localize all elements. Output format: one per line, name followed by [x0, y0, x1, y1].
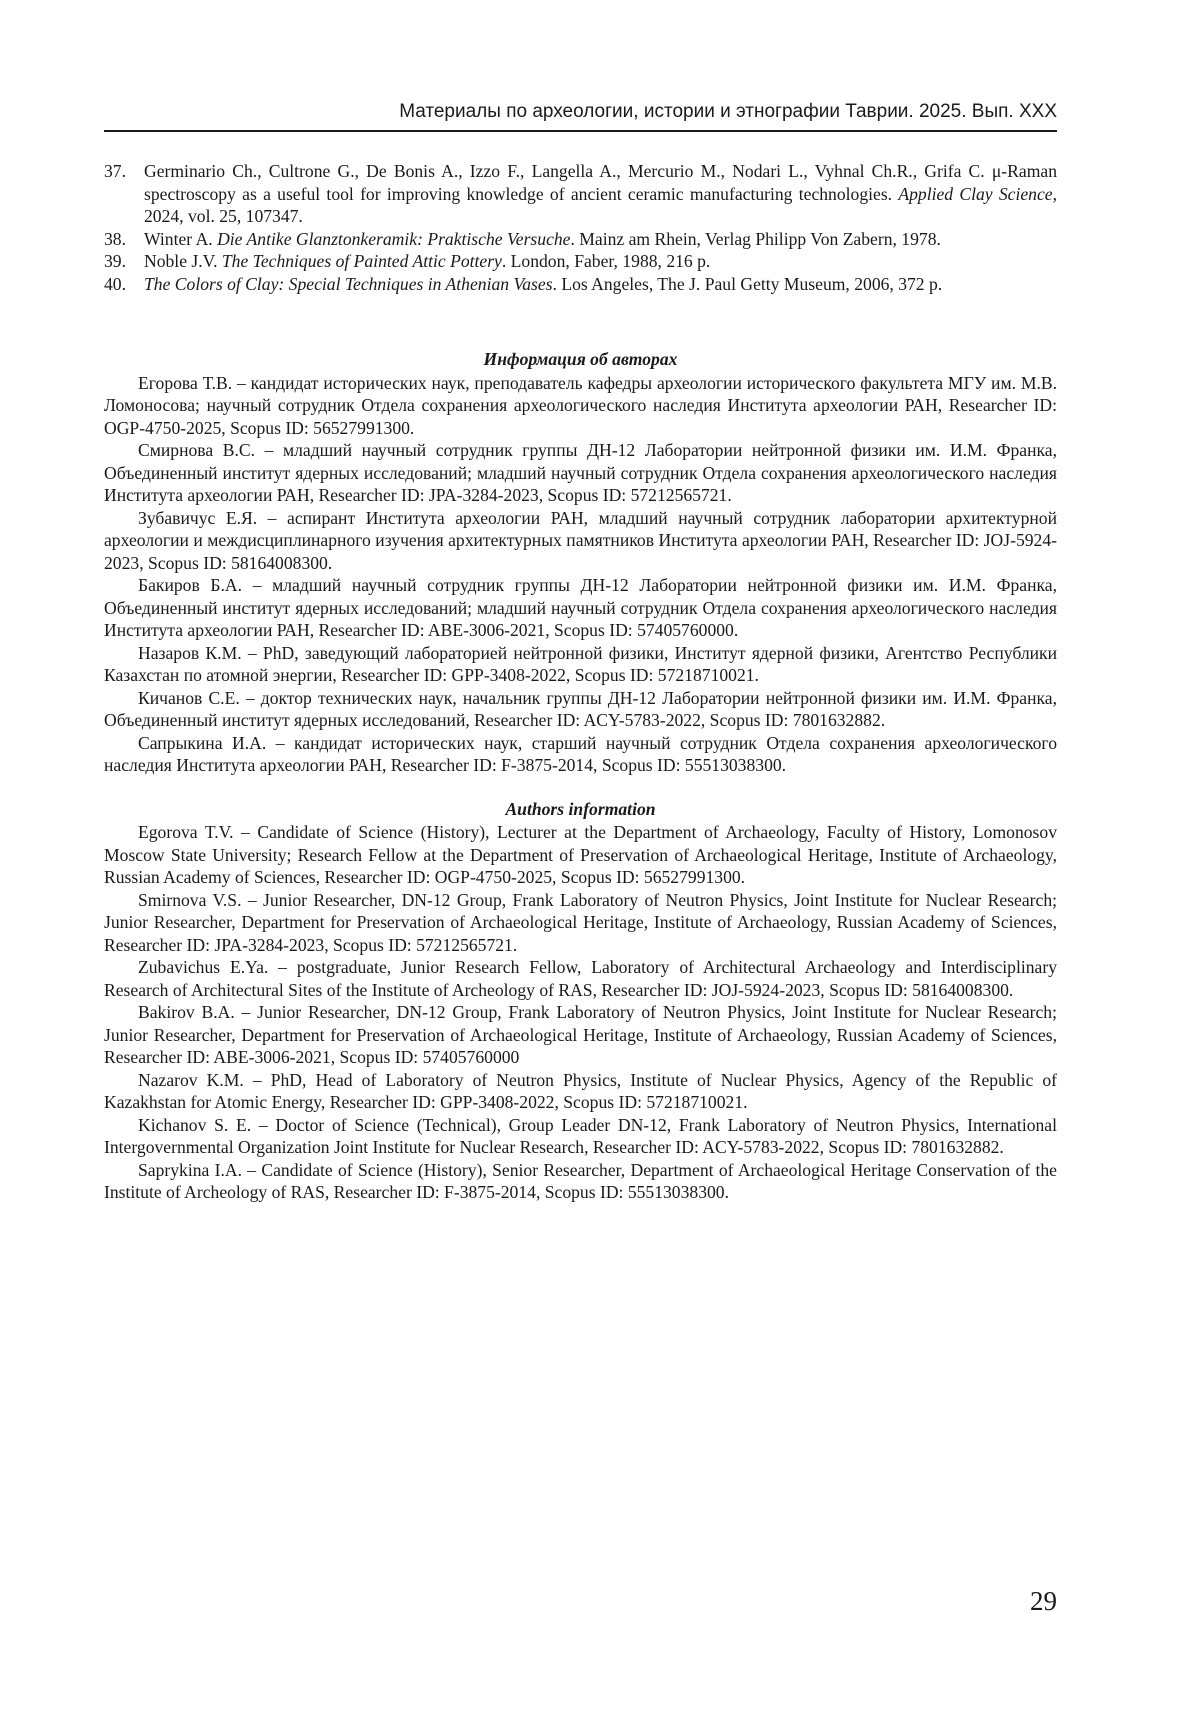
reference-text: Germinario Ch., Cultrone G., De Bonis A., Izzo F., Langella A., Mercurio M., Nodari L., Vyhnal Ch.R., Grifa C. μ-Raman spectroscopy as a useful tool for improving knowledge of ancient ceramic manufacturing technologies. [144, 161, 1057, 204]
reference-text: . Los Angeles, The J. Paul Getty Museum, 2006, 372 p. [552, 273, 943, 294]
reference-item [104, 228, 1057, 251]
author-entry: Кичанов С.Е. – доктор технических наук, начальник группы ДН-12 Лаборатории нейтронной физики им. И.М. Франка, Объединенный институт ядерных исследований, Researcher ID: ACY-5783-2022, Scopus ID: 7801632882. [104, 687, 1057, 730]
author-entry: Бакиров Б.А. – младший научный сотрудник группы ДН-12 Лаборатории нейтронной физики им. И.М. Франка, Объединенный институт ядерных исследований; младший научный сотрудник Отдела сохранения археологического наследия Института археологии РАН, Researcher ID: ABE-3006-2021, Scopus ID: 57405760000. [104, 575, 1057, 640]
reference-text: Noble J.V. [144, 251, 222, 271]
authors-en-heading: Authors information [505, 798, 656, 819]
reference-list [104, 160, 1057, 295]
author-entry: Nazarov K.M. – PhD, Head of Laboratory of Neutron Physics, Institute of Nuclear Physics, Agency of the Republic of Kazakhstan for Atomic Energy, Researcher ID: GPP-3408-2022, Scopus ID: 57218710021. [104, 1069, 1057, 1112]
reference-number: 38. [104, 228, 126, 249]
author-entry: Smirnova V.S. – Junior Researcher, DN-12 Group, Frank Laboratory of Neutron Physics, Joint Institute for Nuclear Research; Junior Researcher, Department for Preservation of Archaeological Heritage, Institute of Archaeology, Russian Academy of Sciences, Researcher ID: JPA-3284-2023, Scopus ID: 57212565721. [104, 889, 1057, 955]
author-entry: Смирнова В.С. – младший научный сотрудник группы ДН-12 Лаборатории нейтронной физики им. И.М. Франка, Объединенный институт ядерных исследований; младший научный сотрудник Отдела сохранения археологического наследия Института археологии РАН, Researcher ID: JPA-3284-2023, Scopus ID: 57212565721. [104, 440, 1057, 505]
author-entry: Зубавичус Е.Я. – аспирант Института археологии РАН, младший научный сотрудник лаборатории архитектурной археологии и междисциплинарного изучения архитектурных памятников Института археологии РАН, Researcher ID: JOJ-5924-2023, Scopus ID: 58164008300. [104, 507, 1057, 573]
author-entry: Egorova T.V. – Candidate of Science (History), Lecturer at the Department of Archaeology, Faculty of History, Lomonosov Moscow State University; Research Fellow at the Department of Preservation of Archaeological Heritage, Institute of Archaeology, Russian Academy of Sciences, Researcher ID: OGP-4750-2025, Scopus ID: 56527991300. [104, 822, 1057, 887]
reference-title: The Techniques of Painted Attic Pottery [221, 251, 502, 271]
authors-en-section [104, 821, 1057, 1204]
reference-number: 39. [104, 251, 126, 271]
header-rule [104, 130, 1057, 132]
reference-number: 37. [104, 161, 126, 181]
reference-text: Winter A. [144, 228, 218, 249]
author-entry: Saprykina I.A. – Candidate of Science (History), Senior Researcher, Department of Archaeological Heritage Conservation of the Institute of Archeology of RAS, Researcher ID: F-3875-2014, Scopus ID: 55513038300. [104, 1159, 1057, 1202]
reference-item [104, 273, 1057, 296]
reference-title: The Colors of Clay: Special Techniques in Athenian Vases [144, 273, 553, 294]
author-entry: Назаров К.М. – PhD, заведующий лабораторией нейтронной физики, Институт ядерной физики, Агентство Республики Казахстан по атомной энергии, Researcher ID: GPP-3408-2022, Scopus ID: 57218710021. [104, 642, 1057, 685]
author-entry: Bakirov B.A. – Junior Researcher, DN-12 Group, Frank Laboratory of Neutron Physics, Joint Institute for Nuclear Research; Junior Researcher, Department for Preservation of Archaeological Heritage, Institute of Archaeology, Russian Academy of Sciences, Researcher ID: ABE-3006-2021, Scopus ID: 57405760000 [104, 1002, 1057, 1067]
author-entry: Егорова Т.В. – кандидат исторических наук, преподаватель кафедры археологии исторического факультета МГУ им. М.В. Ломоносова; научный сотрудник Отдела сохранения археологического наследия Института археологии РАН, Researcher ID: OGP-4750-2025, Scopus ID: 56527991300. [104, 372, 1057, 438]
reference-text: . London, Faber, 1988, 216 p. [501, 251, 711, 271]
authors-ru-heading: Информация об авторах [483, 349, 678, 369]
reference-title: Die Antike Glanztonkeramik: Praktische Versuche [217, 228, 571, 249]
reference-text: , 2024, vol. 25, 107347. [144, 183, 1057, 226]
authors-ru-section [104, 372, 1057, 777]
reference-text: . Mainz am Rhein, Verlag Philipp Von Zabern, 1978. [570, 228, 941, 249]
reference-number: 40. [104, 273, 126, 294]
page-number: 29 [1030, 1586, 1057, 1616]
reference-item [104, 250, 1057, 273]
author-entry: Kichanov S. E. – Doctor of Science (Technical), Group Leader DN-12, Frank Laboratory of Neutron Physics, International Intergovernmental Organization Joint Institute for Nuclear Research, Researcher ID: ACY-5783-2022, Scopus ID: 7801632882. [104, 1114, 1057, 1157]
author-entry: Zubavichus E.Ya. – postgraduate, Junior Research Fellow, Laboratory of Architectural Archaeology and Interdisciplinary Research of Architectural Sites of the Institute of Archeology of RAS, Researcher ID: JOJ-5924-2023, Scopus ID: 58164008300. [104, 957, 1057, 1000]
reference-item [104, 160, 1057, 228]
reference-title: Applied Clay Science [898, 183, 1053, 204]
running-head: Материалы по археологии, истории и этнографии Таврии. 2025. Вып. XXX [399, 101, 1057, 122]
page-content [104, 160, 1057, 1204]
author-entry: Сапрыкина И.А. – кандидат исторических наук, старший научный сотрудник Отдела сохранения археологического наследия Института археологии РАН, Researcher ID: F-3875-2014, Scopus ID: 55513038300. [104, 732, 1057, 775]
